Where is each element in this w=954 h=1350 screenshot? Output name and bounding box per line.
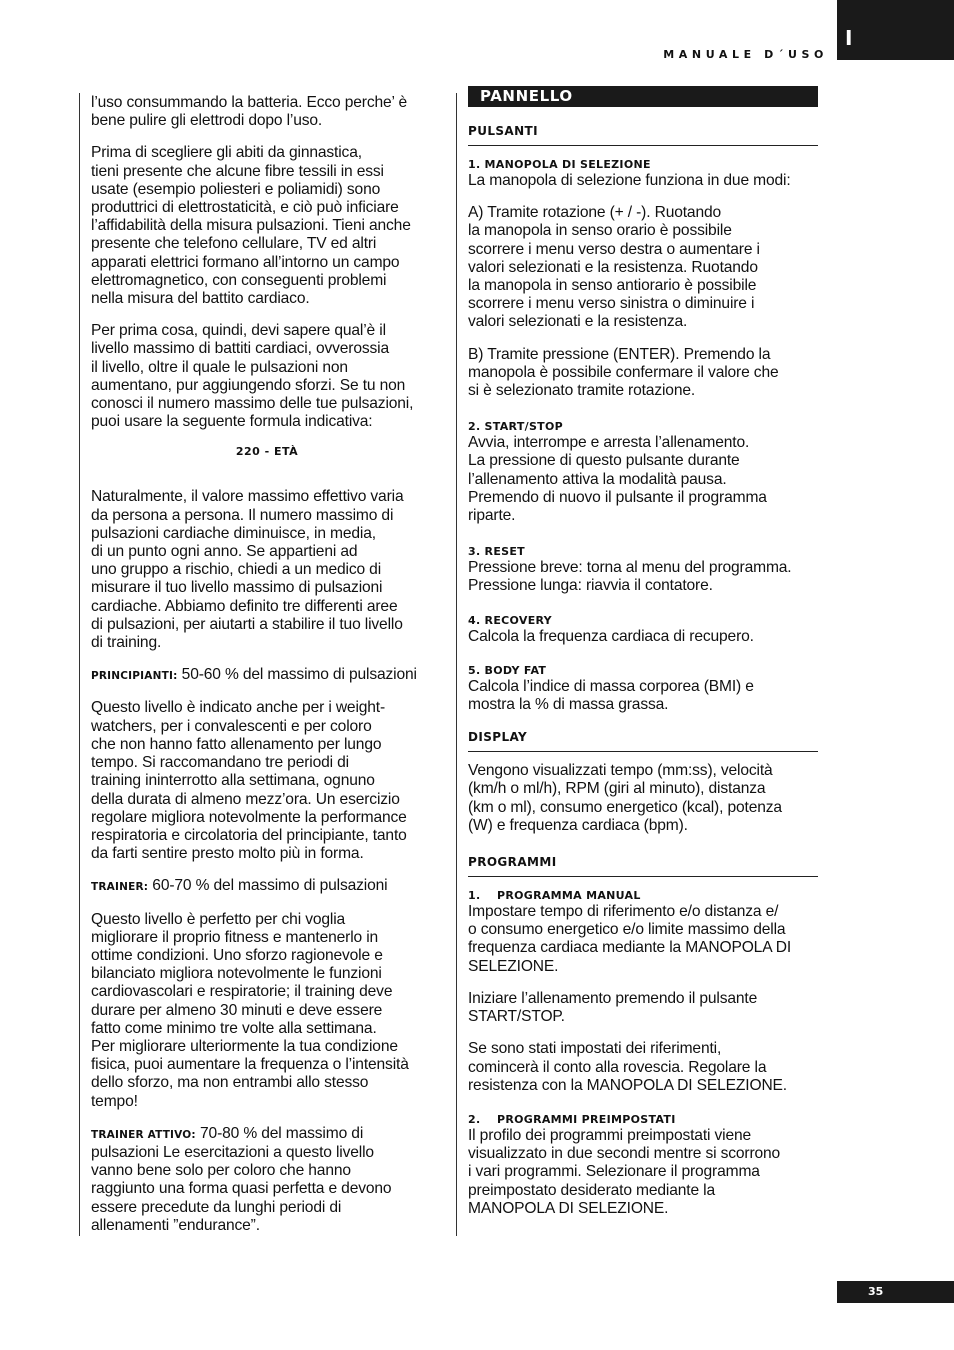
- heading-programma-manual: 1. PROGRAMMA MANUAL: [468, 889, 641, 903]
- heading-recovery: 4. RECOVERY: [468, 613, 552, 627]
- formula: 220 - ETÀ: [235, 445, 299, 459]
- paragraph-max-heart-rate: Per prima cosa, quindi, devi sapere qual’è il livello massimo di battiti cardiaci, ovverossia il livello, oltre il quale le pulsazioni non aumentano, pur aggiungendo sforzi. Se tu non conosci il numero massimo delle tue pulsazioni, puoi usare la seguente formula indicativa:: [91, 322, 414, 431]
- heading-reset: 3. RESET: [468, 545, 525, 559]
- zone-principianti-label: PRINCIPIANTI:: [91, 670, 178, 683]
- zone-trainer-value: 60-70 % del massimo di pulsazioni: [148, 877, 388, 895]
- text-programma-manual-1: Impostare tempo di riferimento e/o distanza e/ o consumo energetico e/o limite massimo della frequenza cardiaca mediante la MANOPOLA DI SELEZIONE.: [468, 903, 792, 975]
- paragraph-heart-zones: Naturalmente, il valore massimo effettivo varia da persona a persona. Il numero massimo di pulsazioni cardiache diminuisce, in media, di un punto ogni anno. Se appartieni ad uno gruppo a rischio, chiedi a un medico di misurare il tuo livello massimo di pulsazioni cardiache. Abbiamo definito tre differenti aree di pulsazioni, per aiutarti a stabilire il tuo livello di training.: [91, 488, 404, 652]
- section-title-pannello: PANNELLO: [468, 86, 818, 107]
- text-manopola-intro: La manopola di selezione funziona in due modi:: [468, 172, 791, 189]
- text-programma-manual-2: Iniziare l’allenamento premendo il pulsante START/STOP.: [468, 989, 758, 1026]
- paragraph-battery: l’uso consummando la batteria. Ecco perche’ è bene pulire gli elettrodi dopo l’uso.: [91, 94, 407, 130]
- text-start-stop: Avvia, interrompe e arresta l’allenamento. La pressione di questo pulsante durante l’allenamento attiva la modalità pausa. Premendo di nuovo il pulsante il programma riparte.: [468, 434, 767, 525]
- section-display: DISPLAY: [468, 730, 818, 752]
- text-reset: Pressione breve: torna al menu del programma. Pressione lunga: riavvia il contatore.: [468, 559, 792, 595]
- text-display: Vengono visualizzati tempo (mm:ss), velocità (km/h o ml/h), RPM (giri al minuto), distanza (km o ml), consumo energetico (kcal), potenza (W) e frequenza cardiaca (bpm).: [468, 762, 782, 834]
- heading-body-fat: 5. BODY FAT: [468, 663, 547, 677]
- section-programmi: PROGRAMMI: [468, 855, 818, 877]
- text-recovery: Calcola la frequenza cardiaca di recupero.: [468, 627, 754, 645]
- manual-title: MANUALE D´USO: [663, 48, 828, 61]
- language-tab-label: I: [845, 26, 853, 50]
- zone-trainer-attivo-text: 70-80 % del massimo di pulsazioni Le esercitazioni a questo livello vanno bene solo per coloro che hanno raggiunto una forma quasi perfetta e devono essere precedute da lunghi periodi di allenamenti ”endurance”.: [91, 1124, 392, 1234]
- left-column-rule: [79, 93, 80, 1236]
- zone-principianti-value: 50-60 % del massimo di pulsazioni: [177, 666, 417, 684]
- zone-principianti: [91, 666, 443, 685]
- left-column: [91, 94, 443, 1235]
- heading-manopola: 1. MANOPOLA DI SELEZIONE: [468, 158, 651, 171]
- page-number: 35: [837, 1281, 954, 1303]
- zone-trainer-attivo-label: TRAINER ATTIVO:: [91, 1128, 196, 1141]
- heading-start-stop: 2. START/STOP: [468, 420, 563, 434]
- right-column: [468, 87, 818, 1218]
- paragraph-principianti: Questo livello è indicato anche per i weight- watchers, per i convalescenti e per coloro che non hanno fatto allenamento per lungo tempo. Si raccomandano tre periodi di training ininterrotto alla settimana, ognuno della durata di almeno mezz’ora. Un esercizio regolare migliora notevolmente la performance respiratoria e circolatoria del principiante, tanto da farti sentire presto molto più in forma.: [91, 699, 407, 863]
- paragraph-clothing: Prima di scegliere gli abiti da ginnastica, tieni presente che alcune fibre tessili in essi usate (esempio poliesteri e poliamidi) sono produttrici di elettrostaticità, e ciò può inficiare l’affidabilità della misura pulsazioni. Tieni anche presente che telefono cellulare, TV ed altri apparati elettrici formano all’intorno un campo elettromagnetico, con conseguenti problemi nella misura del battito cardiaco.: [91, 144, 411, 308]
- right-column-rule: [456, 93, 457, 1236]
- paragraph-trainer: Questo livello è perfetto per chi voglia migliorare il proprio fitness e mantenerlo in ottime condizioni. Uno sforzo ragionevole e bilanciato migliora notevolmente le funzioni cardiovascolari e respiratorie; il training deve durare per almeno 30 minuti e deve essere fatto come minimo tre volte alla settimana. Per migliorare ulteriormente la tua condizione fisica, puoi aumentare la frequenza o l’intensità dello sforzo, ma non entrambi allo stesso tempo!: [91, 910, 409, 1110]
- zone-trainer: [91, 877, 443, 896]
- zone-trainer-label: TRAINER:: [91, 881, 149, 894]
- zone-trainer-attivo: [91, 1125, 443, 1235]
- text-programma-manual-3: Se sono stati impostati dei riferimenti, comincerà il conto alla rovescia. Regolare la resistenza con la MANOPOLA DI SELEZIONE.: [468, 1040, 787, 1094]
- language-tab: [837, 0, 954, 60]
- text-programmi-preimpostati: Il profilo dei programmi preimpostati viene visualizzato in due secondi mentre si scorrono i vari programmi. Selezionare il programma preimpostato desiderato mediante la MANOPOLA DI SELEZIONE.: [468, 1126, 781, 1217]
- text-body-fat: Calcola l’indice di massa corporea (BMI) e mostra la % di massa grassa.: [468, 677, 754, 714]
- heading-programmi-preimpostati: 2. PROGRAMMI PREIMPOSTATI: [468, 1112, 676, 1126]
- text-manopola-rotation: A) Tramite rotazione (+ / -). Ruotando la manopola in senso orario è possibile scorrere i menu verso destra o aumentare i valori selezionati e la resistenza. Ruotando la manopola in senso antiorario è possibile scorrere i menu verso sinistra o diminuire i valori selezionati e la resistenza.: [468, 204, 760, 331]
- text-manopola-press: B) Tramite pressione (ENTER). Premendo la manopola è possibile confermare il valore che si è selezionato tramite rotazione.: [468, 345, 779, 400]
- section-pulsanti: PULSANTI: [468, 124, 818, 146]
